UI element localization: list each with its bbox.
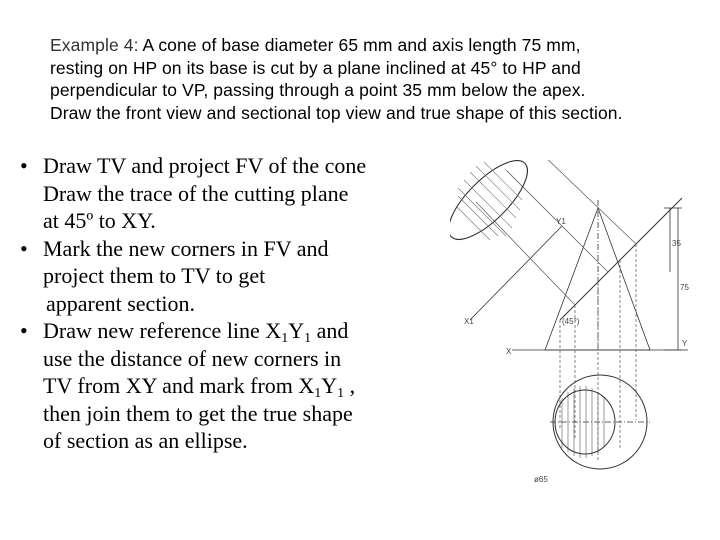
bullet-line: then join them to get the true shape — [43, 400, 353, 426]
bullet-item — [20, 317, 420, 455]
section-drawing — [450, 160, 690, 492]
cutting-plane — [560, 198, 682, 320]
bullet-item — [20, 235, 420, 318]
bullet-line: at 45º to XY. — [43, 208, 156, 233]
example-label: Example 4: — [50, 35, 139, 55]
true-shape-ellipse — [450, 160, 539, 251]
bullet-marker: • — [20, 153, 28, 178]
bullet-marker: • — [20, 235, 28, 261]
y-label: Y — [682, 339, 688, 348]
dia-label: ø65 — [534, 475, 548, 484]
bullet-line: Mark the new corners in FV and — [43, 235, 329, 261]
cone-front-view — [545, 208, 650, 350]
title-line-1: Example 4: A cone of base diameter 65 mm and axis length 75 mm, — [50, 35, 581, 55]
bullet-list — [20, 152, 420, 455]
x-label: X — [506, 347, 512, 356]
bullet-line: TV from XY and mark from $X_1Y_1$ , — [43, 373, 356, 401]
bullet-marker: • — [20, 318, 28, 343]
dim-75-label: 75 — [680, 283, 689, 292]
bullet-line: project them to TV to get — [43, 263, 266, 288]
x1-label: X1 — [464, 317, 474, 326]
dim-35-label: 35 — [672, 239, 681, 248]
bullet-line: apparent section. — [46, 290, 196, 316]
y1-label: Y1 — [556, 217, 566, 226]
angle-label: (45°) — [562, 317, 580, 326]
bullet-line: Draw new reference line $X_1Y_1$ and — [43, 318, 349, 346]
title-line-4: Draw the front view and sectional top view and true shape of this section. — [50, 102, 623, 123]
bullet-line: use the distance of new corners in — [43, 345, 342, 371]
bullet-item — [20, 152, 420, 235]
title-line-2: resting on HP on its base is cut by a plane inclined at 45° to HP and — [50, 57, 581, 78]
title-line-3: perpendicular to VP, passing through a point 35 mm below the apex. — [50, 80, 586, 100]
x1y1-line — [470, 226, 562, 320]
bullet-line: Draw TV and project FV of the cone — [43, 153, 367, 178]
bullet-line: of section as an ellipse. — [43, 428, 248, 453]
slide-title — [50, 34, 710, 124]
bullet-line: Draw the trace of the cutting plane — [43, 180, 349, 206]
